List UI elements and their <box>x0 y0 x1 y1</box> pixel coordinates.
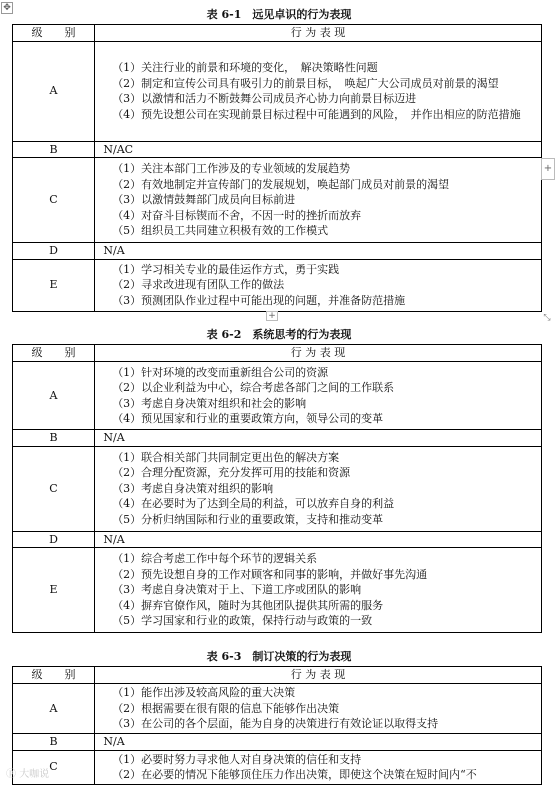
watermark-logo: ⓟ 大咖说 <box>6 769 50 780</box>
behavior-item: （2）以企业利益为中心，综合考虑各部门之间的工作联系 <box>112 381 395 394</box>
behavior-item: （3）在公司的各个层面，能为自身的决策进行有效论证以取得支持 <box>112 717 439 731</box>
behavior-item: （2）有效地制定并宣传部门的发展规划，唤起部门成员对前景的渴望 <box>112 177 450 191</box>
level-cell: B <box>13 430 95 447</box>
watermark-text: 大咖说 <box>19 769 50 780</box>
header-level: 级 别 <box>13 345 95 362</box>
behavior-item: N/A <box>103 532 125 546</box>
behavior-item: （3）考虑自身决策对组织的影响 <box>112 481 274 495</box>
level-cell: D <box>13 243 95 260</box>
behavior-item: （2）根据需要在很有限的信息下能够作出决策 <box>112 701 340 715</box>
header-level: 级 别 <box>13 667 95 684</box>
header-behavior: 行 为 表 现 <box>95 345 542 362</box>
table-header-row <box>13 667 542 684</box>
behavior-table <box>12 24 542 312</box>
behavior-item: （4）对奋斗目标锲而不舍，不因一时的挫折而放弃 <box>112 208 362 222</box>
level-cell: A <box>13 362 95 430</box>
behavior-item: （2）预先设想自身的工作对顾客和同事的影响，并做好事先沟通 <box>112 567 428 581</box>
resize-handle-icon[interactable]: ⤡ <box>543 313 551 323</box>
behavior-item: N/AC <box>103 142 134 156</box>
level-cell: D <box>13 531 95 548</box>
behavior-item: （3）预测团队作业过程中可能出现的问题，并准备防范措施 <box>112 293 406 307</box>
behavior-cell <box>95 548 542 633</box>
behavior-item: （5）学习国家和行业的政策，保持行动与政策的一致 <box>112 614 373 628</box>
behavior-item: （4）摒弃官僚作风，随时为其他团队提供其所需的服务 <box>112 598 384 612</box>
behavior-item: （1）能作出涉及较高风险的重大决策 <box>112 686 296 700</box>
behavior-item: （3）以激情鼓舞部门成员向目标前进 <box>112 193 296 207</box>
level-cell: B <box>13 734 95 751</box>
behavior-item: （2）制定和宣传公司具有吸引力的前景目标， 唤起广大公司成员对前景的渴望 <box>112 76 499 90</box>
behavior-cell <box>95 446 542 531</box>
table-row <box>13 158 542 243</box>
table-caption: 表 6-3 制订决策的行为表现 <box>206 650 352 663</box>
level-cell: B <box>13 141 95 158</box>
behavior-cell <box>95 41 542 141</box>
header-behavior: 行 为 表 现 <box>95 667 542 684</box>
behavior-item: N/A <box>103 244 125 257</box>
behavior-table <box>12 344 542 633</box>
level-cell: A <box>13 41 95 141</box>
behavior-cell <box>95 259 542 311</box>
behavior-item: （2）合理分配资源，充分发挥可用的技能和资源 <box>112 466 351 480</box>
table-row <box>13 750 542 784</box>
table-header-row <box>13 345 542 362</box>
table-caption: 表 6-1 远见卓识的行为表现 <box>206 8 352 21</box>
behavior-item: （1）关注本部门工作涉及的专业领域的发展趋势 <box>112 162 351 176</box>
behavior-table <box>12 666 542 785</box>
behavior-item: （5）组织员工共同建立积极有效的工作模式 <box>112 224 329 238</box>
level-cell: E <box>13 259 95 311</box>
table-row <box>13 430 542 447</box>
table-move-handle-icon[interactable]: ✥ <box>1 2 13 14</box>
table-row <box>13 362 542 430</box>
level-cell: C <box>13 750 95 784</box>
table-row <box>13 684 542 734</box>
behavior-cell <box>95 141 542 158</box>
behavior-item: （3）考虑自身决策对组织和社会的影响 <box>112 396 307 410</box>
behavior-item: （3）以激情和活力不断鼓舞公司成员齐心协力向前景目标迈进 <box>112 92 417 105</box>
behavior-item: （1）关注行业的前景和环境的变化， 解决策略性问题 <box>112 61 378 74</box>
behavior-cell <box>95 430 542 447</box>
behavior-cell <box>95 734 542 751</box>
level-cell: E <box>13 548 95 633</box>
behavior-cell <box>95 362 542 430</box>
level-cell: C <box>13 446 95 531</box>
behavior-item: （1）针对环境的改变而重新组合公司的资源 <box>112 365 329 379</box>
behavior-item: （1）必要时努力寻求他人对自身决策的信任和支持 <box>112 752 362 766</box>
behavior-item: （1）综合考虑工作中每个环节的逻辑关系 <box>112 552 318 566</box>
behavior-cell <box>95 684 542 734</box>
behavior-item: （2）在必要的情况下能够顶住压力作出决策，即使这个决策在短时间内“不 <box>112 768 477 781</box>
behavior-item: （4）预见国家和行业的重要政策方向，领导公司的变革 <box>112 412 384 425</box>
header-level: 级 别 <box>13 25 95 42</box>
behavior-item: N/A <box>103 735 125 748</box>
table-row <box>13 141 542 158</box>
behavior-item: （1）联合相关部门共同制定更出色的解决方案 <box>112 450 340 464</box>
table-caption: 表 6-2 系统思考的行为表现 <box>206 328 352 341</box>
behavior-item: （1）学习相关专业的最佳运作方式，勇于实践 <box>112 262 340 276</box>
behavior-item: N/A <box>103 431 125 444</box>
level-cell: C <box>13 158 95 243</box>
behavior-item: （5）分析归纳国际和行业的重要政策，支持和推动变革 <box>112 512 384 526</box>
behavior-item: （2）寻求改进现有团队工作的做法 <box>112 278 285 292</box>
behavior-cell <box>95 750 542 784</box>
add-column-button[interactable]: + <box>541 158 555 180</box>
table-row <box>13 243 542 260</box>
table-row <box>13 259 542 311</box>
behavior-item: （3）考虑自身决策对于上、下道工序或团队的影响 <box>112 583 362 597</box>
header-behavior: 行 为 表 现 <box>95 25 542 42</box>
behavior-item: （4）预先设想公司在实现前景目标过程中可能遇到的风险， 并作出相应的防范措施 <box>112 107 521 121</box>
table-row <box>13 41 542 141</box>
add-row-button[interactable]: + <box>266 311 278 321</box>
behavior-item: （4）在必要时为了达到全局的利益，可以放弃自身的利益 <box>112 497 395 511</box>
table-row <box>13 446 542 531</box>
table-row <box>13 734 542 751</box>
table-header-row <box>13 25 542 42</box>
level-cell: A <box>13 684 95 734</box>
behavior-cell <box>95 158 542 243</box>
table-row <box>13 531 542 548</box>
table-row <box>13 548 542 633</box>
behavior-cell <box>95 531 542 548</box>
behavior-cell <box>95 243 542 260</box>
